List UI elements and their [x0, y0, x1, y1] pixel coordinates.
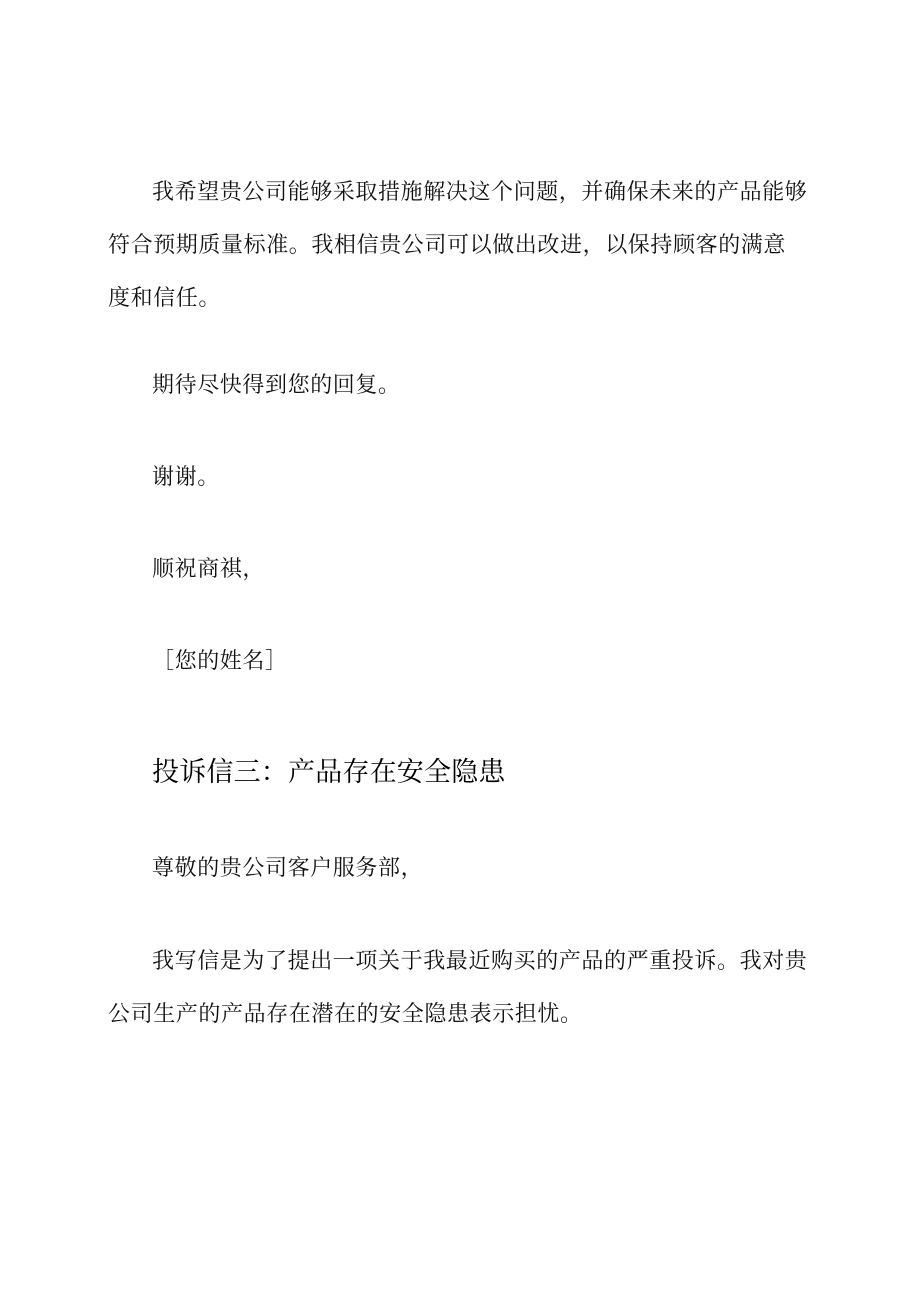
paragraph-closing: 顺祝商祺，: [152, 557, 266, 582]
paragraph-salutation: 尊敬的贵公司客户服务部，: [152, 856, 424, 881]
paragraph-await-reply: 期待尽快得到您的回复。: [152, 373, 401, 398]
section-heading: 投诉信三：产品存在安全隐患: [152, 757, 506, 788]
paragraph-complaint-intro: 我写信是为了提出一项关于我最近购买的产品的严重投诉。我对贵公司生产的产品存在潜在的安全隐患表示担忧。: [108, 949, 808, 1027]
paragraph-thanks: 谢谢。: [152, 465, 220, 490]
paragraph-signature-name: ［您的姓名］: [152, 649, 288, 674]
paragraph-improvement-request: 我希望贵公司能够采取措施解决这个问题，并确保未来的产品能够符合预期质量标准。我相信贵公司可以做出改进，以保持顾客的满意度和信任。: [108, 180, 808, 311]
